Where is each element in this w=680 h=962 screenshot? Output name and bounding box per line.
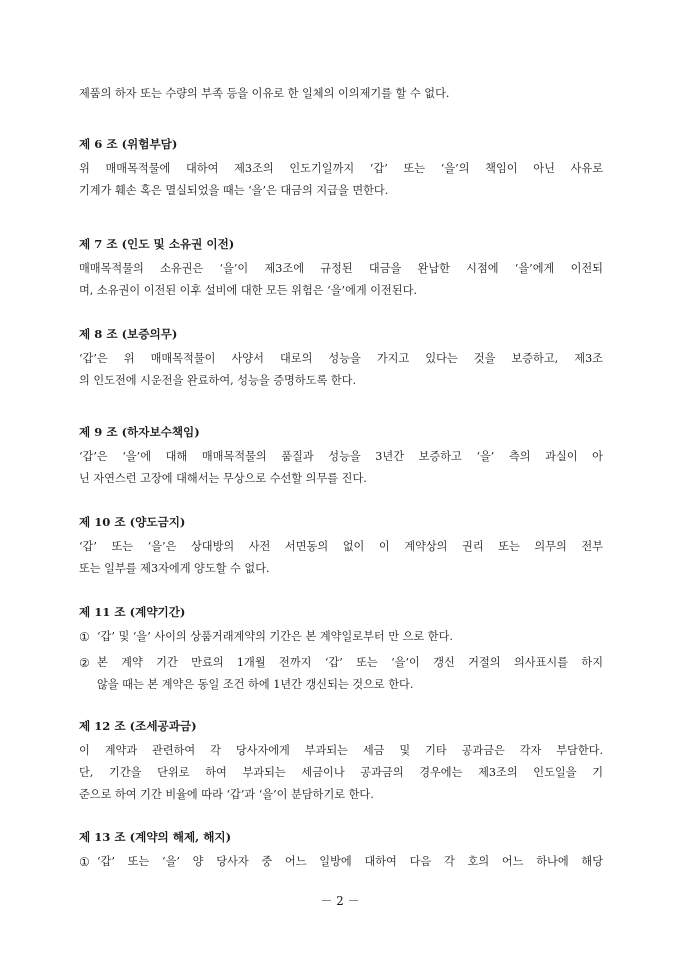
article-10-line-2: 또는 일부를 제3자에게 양도할 수 없다.	[79, 562, 270, 575]
article-11-item-2-line-2: 않을 때는 본 계약은 동일 조건 하에 1년간 갱신되는 것으로 한다.	[97, 678, 414, 691]
article-9-line-2: 닌 자연스런 고장에 대해서는 무상으로 수선할 의무를 진다.	[79, 472, 367, 485]
page-number: － 2 －	[320, 894, 360, 908]
article-8-line-1: ‘갑’은 위 매매목적물이 사양서 대로의 성능을 가지고 있다는 것을 보증하고, 제3조	[79, 352, 603, 365]
article-8-heading: 제 8 조 (보증의무)	[79, 327, 178, 341]
article-10-heading: 제 10 조 (양도금지)	[79, 515, 186, 529]
article-9-line-1: ‘갑’은 ‘을’에 대해 매매목적물의 품질과 성능을 3년간 보증하고 ‘을’ 측의 과실이 아	[79, 450, 603, 463]
article-13-item-1-number: ①	[79, 855, 90, 869]
article-8-line-2: 의 인도전에 시운전을 완료하여, 성능을 증명하도록 한다.	[79, 374, 357, 387]
intro-text: 제품의 하자 또는 수량의 부족 등을 이유로 한 일체의 이의제기를 할 수 없다.	[79, 87, 450, 100]
article-11-item-1-text: ‘갑’ 및 ‘을’ 사이의 상품거래계약의 기간은 본 계약일로부터 만 으로 한다.	[97, 630, 453, 643]
article-7-heading: 제 7 조 (인도 및 소유권 이전)	[79, 237, 235, 251]
article-12-line-1: 이 계약과 관련하여 각 당사자에게 부과되는 세금 및 기타 공과금은 각자 부담한다.	[79, 744, 603, 757]
article-11-item-1-number: ①	[79, 630, 90, 644]
article-13-item-1-text: ‘갑’ 또는 ‘을’ 양 당사자 중 어느 일방에 대하여 다음 각 호의 어느 하나에 해당	[97, 855, 603, 868]
article-10-line-1: ‘갑’ 또는 ‘을’은 상대방의 사전 서면동의 없이 이 계약상의 권리 또는 의무의 전부	[79, 540, 603, 553]
article-12-line-2: 단, 기간을 단위로 하여 부과되는 세금이나 공과금의 경우에는 제3조의 인도일을 기	[79, 766, 603, 779]
article-11-item-2-number: ②	[79, 656, 90, 670]
article-7-line-2: 며, 소유권이 이전된 이후 설비에 대한 모든 위험은 ‘을’에게 이전된다.	[79, 284, 418, 297]
article-6-line-1: 위 매매목적물에 대하여 제3조의 인도기일까지 ‘갑’ 또는 ‘을’의 책임이 아닌 사유로	[79, 162, 603, 175]
article-11-item-2-line-1: 본 계약 기간 만료의 1개월 전까지 ‘갑’ 또는 ‘을’이 갱신 거절의 의사표시를 하지	[97, 656, 603, 669]
article-6-line-2: 기계가 훼손 혹은 멸실되었을 때는 ‘을’은 대금의 지급을 면한다.	[79, 184, 389, 197]
article-7-line-1: 매매목적물의 소유권은 ‘을’이 제3조에 규정된 대금을 완납한 시점에 ‘을’에게 이전되	[79, 262, 603, 275]
article-11-heading: 제 11 조 (계약기간)	[79, 605, 186, 619]
article-9-heading: 제 9 조 (하자보수책임)	[79, 425, 200, 439]
article-12-heading: 제 12 조 (조세공과금)	[79, 719, 197, 733]
article-6-heading: 제 6 조 (위험부담)	[79, 137, 178, 151]
article-13-heading: 제 13 조 (계약의 해제, 해지)	[79, 830, 232, 844]
article-12-line-3: 준으로 하여 기간 비율에 따라 ‘갑’과 ‘을’이 분담하기로 한다.	[79, 788, 374, 801]
